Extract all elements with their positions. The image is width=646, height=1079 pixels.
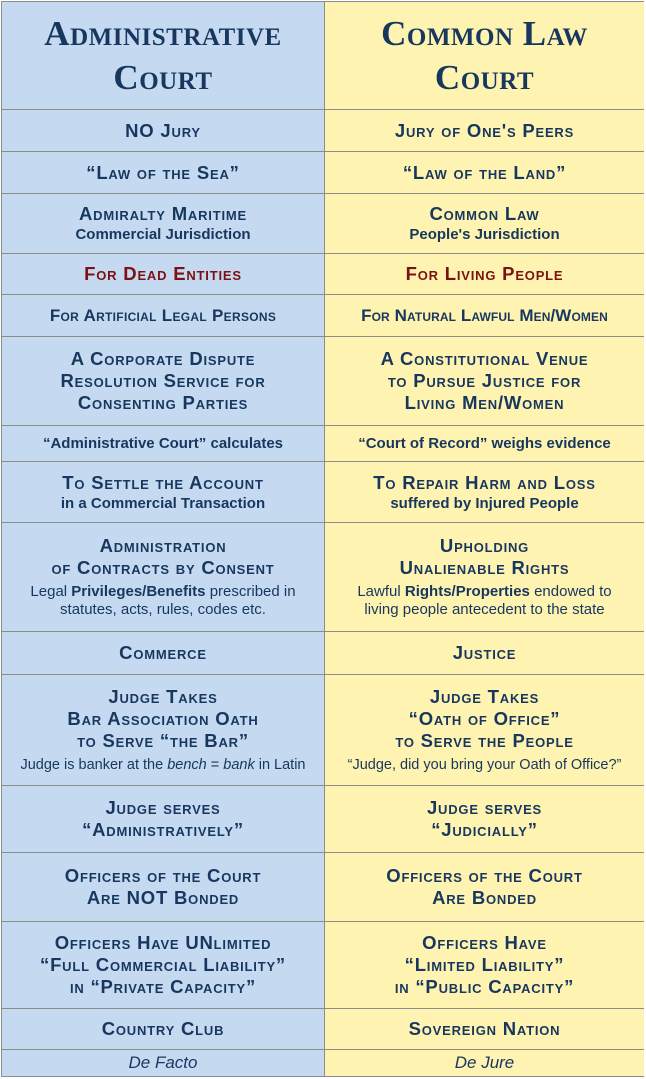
- row-serves-right: [325, 786, 644, 852]
- liability-right-line1: Officers Have: [422, 932, 547, 953]
- service-left-line3: Consenting Parties: [77, 392, 249, 413]
- row-jurisdiction-right: [325, 194, 644, 253]
- oath-right-title3: to Serve the People: [395, 730, 574, 751]
- jurisdiction-left-title: Admiralty Maritime: [79, 203, 247, 224]
- oath-left-title2: Bar Association Oath: [67, 708, 259, 729]
- law-right-text: “Law of the Land”: [402, 161, 567, 183]
- oath-left-title1: Judge Takes: [108, 686, 218, 707]
- row-bonded-left: [2, 853, 324, 921]
- row-jury-right: [325, 110, 644, 151]
- row-entities-left: [2, 254, 324, 294]
- status-right-text: De Jure: [454, 1053, 515, 1072]
- contracts-left-note-line2: statutes, acts, rules, codes etc.: [60, 601, 266, 618]
- service-right-line3: Living Men/Women: [404, 392, 565, 413]
- row-liability-right: [325, 922, 644, 1008]
- row-oath-right: [325, 675, 644, 785]
- row-status-left: [2, 1050, 324, 1076]
- contracts-right-title1: Upholding: [439, 535, 530, 556]
- status-left-text: De Facto: [128, 1053, 198, 1072]
- bonded-left-line1: Officers of the Court: [64, 865, 262, 886]
- row-purpose-left: [2, 462, 324, 522]
- row-contracts-right: [325, 523, 644, 631]
- liability-left-line2: “Full Commercial Liability”: [40, 954, 286, 975]
- service-right-line1: A Constitutional Venue: [380, 348, 589, 369]
- oath-left-title3: to Serve “the Bar”: [77, 730, 249, 751]
- entities-left-text: For Dead Entities: [84, 263, 242, 284]
- serves-left-line1: Judge serves: [105, 797, 221, 818]
- persons-right-text: For Natural Lawful Men/Women: [361, 305, 608, 325]
- contracts-left-note: Legal Privileges/Benefits prescribed in: [30, 583, 296, 600]
- row-entities-right: [325, 254, 644, 294]
- bonded-left-line2: Are NOT Bonded: [86, 887, 240, 908]
- purpose-left-sub: in a Commercial Transaction: [60, 494, 266, 512]
- row-law-left: [2, 152, 324, 193]
- jurisdiction-right-title: Common Law: [429, 203, 540, 224]
- persons-left-text: For Artificial Legal Persons: [49, 305, 277, 325]
- header-administrative-court: [2, 2, 324, 109]
- header-right-line2: Court: [434, 57, 535, 97]
- liability-right-line3: in “Public Capacity”: [394, 976, 575, 997]
- row-law-right: [325, 152, 644, 193]
- header-common-law-court: [325, 2, 644, 109]
- oath-right-note: “Judge, did you bring your Oath of Office?”: [347, 757, 622, 773]
- header-left-line1: Administrative: [44, 13, 282, 53]
- row-method-left: [2, 426, 324, 461]
- entity-right-text: Sovereign Nation: [408, 1018, 561, 1039]
- serves-right-line1: Judge serves: [426, 797, 543, 818]
- row-domain-right: [325, 632, 644, 674]
- service-right-line2: to Pursue Justice for: [387, 370, 582, 391]
- oath-right-title1: Judge Takes: [429, 686, 540, 707]
- domain-right-text: Justice: [452, 642, 517, 663]
- purpose-right-sub: suffered by Injured People: [390, 494, 579, 512]
- contracts-left-title1: Administration: [99, 535, 227, 556]
- row-service-left: [2, 337, 324, 425]
- liability-left-line1: Officers Have UNlimited: [54, 932, 272, 953]
- jury-left-text: NO Jury: [125, 119, 201, 141]
- row-persons-left: [2, 295, 324, 336]
- service-left-line2: Resolution Service for: [60, 370, 266, 391]
- serves-left-line2: “Administratively”: [82, 819, 244, 840]
- bonded-right-line1: Officers of the Court: [386, 865, 583, 886]
- liability-left-line3: in “Private Capacity”: [69, 976, 257, 997]
- row-contracts-left: [2, 523, 324, 631]
- method-left-text: “Administrative Court” calculates: [42, 435, 284, 452]
- row-bonded-right: [325, 853, 644, 921]
- row-persons-right: [325, 295, 644, 336]
- contracts-left-title2: of Contracts by Consent: [51, 557, 275, 578]
- jurisdiction-left-sub: Commercial Jurisdiction: [75, 226, 251, 243]
- law-left-text: “Law of the Sea”: [86, 161, 240, 183]
- jury-right-text: Jury of One's Peers: [394, 119, 575, 141]
- row-liability-left: [2, 922, 324, 1008]
- contracts-right-note: Lawful Rights/Properties endowed to: [357, 583, 612, 600]
- entities-right-text: For Living People: [405, 263, 564, 284]
- header-left-line2: Court: [113, 57, 213, 97]
- row-serves-left: [2, 786, 324, 852]
- row-purpose-right: [325, 462, 644, 522]
- service-left-line1: A Corporate Dispute: [70, 348, 256, 369]
- domain-left-text: Commerce: [119, 642, 207, 663]
- row-domain-left: [2, 632, 324, 674]
- jurisdiction-right-sub: People's Jurisdiction: [409, 226, 560, 243]
- row-service-right: [325, 337, 644, 425]
- row-jury-left: [2, 110, 324, 151]
- row-status-right: [325, 1050, 644, 1076]
- row-entity-left: [2, 1009, 324, 1049]
- method-right-text: “Court of Record” weighs evidence: [358, 435, 611, 452]
- contracts-right-title2: Unalienable Rights: [399, 557, 570, 578]
- oath-right-title2: “Oath of Office”: [408, 708, 561, 729]
- liability-right-line2: “Limited Liability”: [404, 954, 565, 975]
- row-jurisdiction-left: [2, 194, 324, 253]
- serves-right-line2: “Judicially”: [431, 819, 538, 840]
- oath-left-note: Judge is banker at the bench = bank in Latin: [20, 757, 306, 773]
- row-oath-left: [2, 675, 324, 785]
- contracts-right-note-line2: living people antecedent to the state: [364, 601, 605, 618]
- purpose-left-title: To Settle the Account: [62, 471, 264, 493]
- row-entity-right: [325, 1009, 644, 1049]
- entity-left-text: Country Club: [101, 1018, 225, 1039]
- bonded-right-line2: Are Bonded: [432, 887, 537, 908]
- purpose-right-title: To Repair Harm and Loss: [373, 471, 596, 493]
- row-method-right: [325, 426, 644, 461]
- header-right-line1: Common Law: [381, 13, 588, 53]
- comparison-table: [1, 1, 644, 1077]
